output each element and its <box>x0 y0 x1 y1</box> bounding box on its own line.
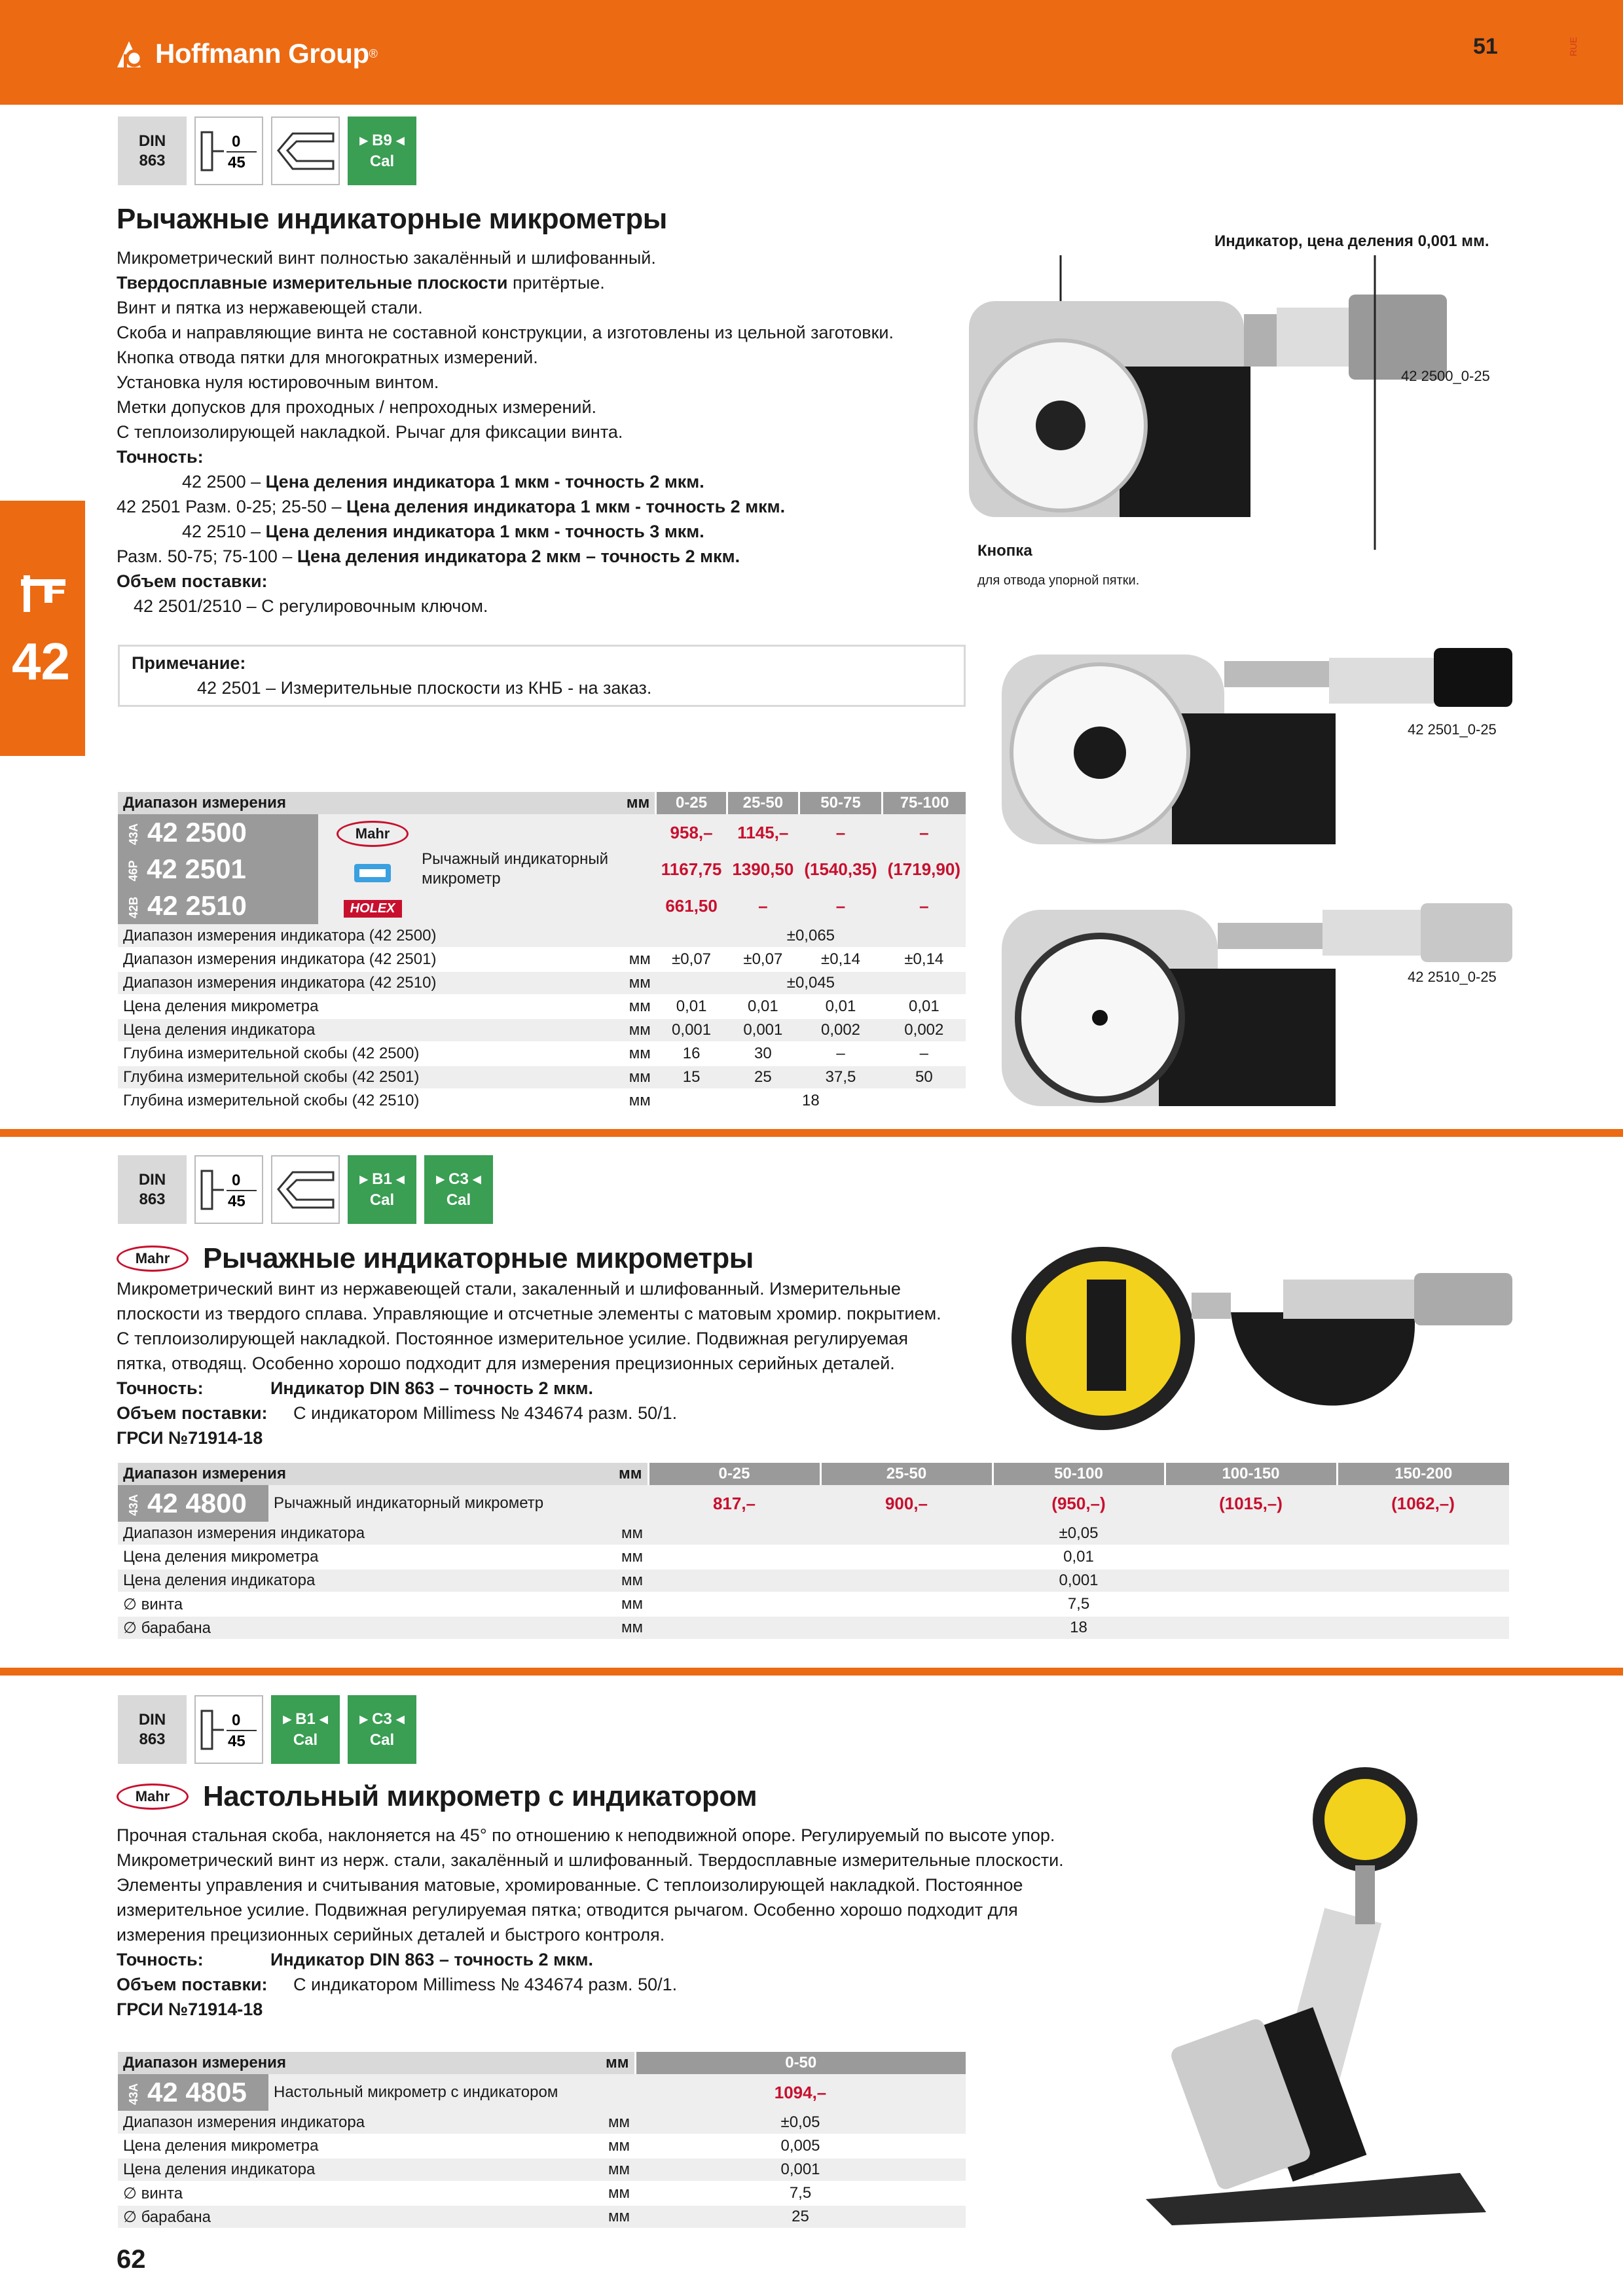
price: – <box>799 814 882 851</box>
table-row: Цена деления индикатора мм 0,001 <box>118 2158 966 2181</box>
brand-name: Hoffmann Group <box>155 38 369 69</box>
price: – <box>883 888 966 924</box>
chapter-number: 42 <box>12 632 70 691</box>
micrometer-image-42-4800 <box>1008 1240 1519 1443</box>
table-row: ∅ винта мм 7,5 <box>118 1592 1509 1616</box>
s1-description: Микрометрический винт полностью закалённый и шлифованный. Твердосплавные измерительные плоскости притёртые. Винт и пятка из нержавеющей стали. Скоба и направляющие винта не составной конструкции, а изготовлены из цельной заготовки. Кнопка отвода пятки для многократных измерений. Установка нуля юстировочным винтом. Метки допусков для проходных / непроходных измерений. С теплоизолирующей накладкой. Рычаг для фиксации винта. Точность: 42 2500 – Цена деления индикатора 1 мкм - точность 2 мкм. 42 2501 Разм. 0-25; 25-50 – Цена деления индикатора 1 мкм - точность 2 мкм. 42 2510 – Цена деления индикатора 1 мкм - точность 3 мкм. Разм. 50-75; 75-100 – Цена деления индикатора 2 мкм – точность 2 мкм. Объем поставки: 42 2501/2510 – С регулировочным ключом. <box>117 248 894 616</box>
calibration-badge: ▸ C3 ◂ Cal <box>348 1695 416 1764</box>
micrometer-image-42-2501 <box>1002 648 1532 857</box>
calibration-badge: ▸ B9 ◂ Cal <box>348 117 416 185</box>
mahr-logo: Mahr <box>337 821 409 847</box>
table-row: Глубина измерительной скобы (42 2501) мм 15 25 37,5 50 <box>118 1066 966 1089</box>
price: (1540,35) <box>799 851 882 888</box>
callout-dial: Индикатор, цена деления 0,001 мм. <box>1214 232 1489 250</box>
mahr-logo: Mahr <box>117 1246 189 1272</box>
price: 900,– <box>820 1485 993 1522</box>
price: 1145,– <box>727 814 799 851</box>
range-header: Диапазон измерения <box>118 792 619 814</box>
callout-button-sub: для отвода упорной пятки. <box>977 573 1140 588</box>
frame-shape-icon <box>271 117 340 185</box>
s2-title-row <box>117 1242 754 1275</box>
section-divider <box>0 1668 1623 1676</box>
s1-note: Примечание: 42 2501 – Измерительные плоскости из КНБ - на заказ. <box>118 645 966 707</box>
img-code-1: 42 2500_0-25 <box>1401 368 1490 384</box>
svg-text:0: 0 <box>232 133 241 151</box>
table-row: Диапазон измерения индикатора (42 2510) мм ±0,045 <box>118 971 966 995</box>
img-code-3: 42 2510_0-25 <box>1408 969 1497 985</box>
price: (1062,–) <box>1337 1485 1509 1522</box>
page-number: 51 <box>1473 34 1498 59</box>
price: (1719,90) <box>883 851 966 888</box>
calibration-badge: ▸ C3 ◂ Cal <box>424 1155 493 1224</box>
din-badge: DIN 863 <box>118 1155 187 1224</box>
table-row: Цена деления индикатора мм 0,001 <box>118 1569 1509 1592</box>
table-row: Цена деления микрометра мм 0,01 0,01 0,01 0,01 <box>118 995 966 1018</box>
s2-spec-table: Диапазон измерения мм 0-25 25-50 50-100 100-150 150-200 43A 42 4800 Рычажный индикаторный микрометр 817,– 900,– (950,–) (1015,–) (1062,–) Диапазон измерения индикатора мм ±0,05 Цена деления микрометра мм 0,01 Цена деления индикатора мм 0,001 ∅ винта мм 7,5 ∅ барабана мм 18 <box>118 1463 1509 1640</box>
callout-button: Кнопка <box>977 542 1032 560</box>
price: – <box>883 814 966 851</box>
svg-text:45: 45 <box>228 154 246 171</box>
measuring-range-icon <box>194 117 263 185</box>
micrometer-image-42-2500 <box>962 255 1460 576</box>
price: (950,–) <box>993 1485 1165 1522</box>
price: 1390,50 <box>727 851 799 888</box>
price: (1015,–) <box>1165 1485 1337 1522</box>
s1-spec-table: Диапазон измерения мм 0-25 25-50 50-75 75-100 43A 42 2500 Mahr HOLEX Рычажный индикаторный микрометр 958,– 1145,– – – 46P 42 2501 1167,75 1390,50 (1540,35) (1719,90) 42B 42 2510 661,50 – – – Диапазон измерения индикатора (42 2500) ±0,065 Диапазон измерения индикатора (42 2501) мм ±0,07 ±0,07 ±0,14 ±0,14 Диапазон измерения индикатора (42 2510) мм ±0,045 Цена деления микрометра мм 0,01 0,01 0,01 0,01 Цена деления индикатора мм 0,001 0,001 0,002 0,002 Глубина измерительной скобы (42 2500) мм 16 30 – – Глубина измерительной скобы (42 2501) мм 15 25 37,5 50 Глубина измерительной скобы (42 2510) мм 18 <box>118 792 966 1113</box>
svg-text:0: 0 <box>232 1712 241 1729</box>
s3-spec-table: Диапазон измерения мм 0-50 43A 42 4805 Настольный микрометр с индикатором 1094,– Диапазон измерения индикатора мм ±0,05 Цена деления микрометра мм 0,005 Цена деления индикатора мм 0,001 ∅ винта мм 7,5 ∅ барабана мм 25 <box>118 2052 966 2229</box>
table-row: Цена деления микрометра мм 0,01 <box>118 1545 1509 1569</box>
mahr-logo: Mahr <box>117 1784 189 1810</box>
price: 1167,75 <box>656 851 727 888</box>
calibration-badge: ▸ B1 ◂ Cal <box>348 1155 416 1224</box>
measuring-range-icon <box>194 1155 263 1224</box>
price: 1094,– <box>635 2074 966 2111</box>
table-row[interactable]: 43A 42 4805 Настольный микрометр с индикатором 1094,– <box>118 2074 966 2111</box>
range-header: Диапазон измерения <box>118 1463 609 1485</box>
bench-micrometer-image-42-4805 <box>1093 1767 1512 2225</box>
table-row: Цена деления микрометра мм 0,005 <box>118 2134 966 2158</box>
holex-logo: HOLEX <box>344 900 402 918</box>
table-row[interactable]: 42B 42 2510 661,50 – – – <box>118 888 966 924</box>
img-code-2: 42 2501_0-25 <box>1408 721 1497 738</box>
s1-title: Рычажные индикаторные микрометры <box>117 203 667 235</box>
table-row: Диапазон измерения индикатора мм ±0,05 <box>118 2111 966 2134</box>
svg-text:0: 0 <box>232 1172 241 1189</box>
s3-description: Прочная стальная скоба, наклоняется на 45° по отношению к неподвижной опоре. Регулируемый по высоте упор. Микрометрический винт из нерж. стали, закалённый и шлифованный. Твердосплавные измерительные плоскости. Элементы управления и считывания матовые, хромированные. С теплоизолирующей накладкой. Постоянное измерительное усилие. Подвижная регулируемая пятка; отводится рычагом. Особенно хорошо подходит для измерения прецизионных серийных деталей и быстрого контроля. Точность: Индикатор DIN 863 – точность 2 мкм. Объем поставки: С индикатором Millimess № 434674 разм. 50/1. ГРСИ №71914-18 <box>117 1825 1064 2019</box>
product-desc: Рычажный индикаторный микрометр <box>268 1485 609 1522</box>
price: – <box>799 888 882 924</box>
table-row: Диапазон измерения индикатора мм ±0,05 <box>118 1522 1509 1545</box>
product-desc: Настольный микрометр с индикатором <box>268 2074 596 2111</box>
table-row: Диапазон измерения индикатора (42 2501) мм ±0,07 ±0,07 ±0,14 ±0,14 <box>118 948 966 971</box>
language-code: RUE <box>1568 37 1578 56</box>
price: 661,50 <box>656 888 727 924</box>
micrometer-image-42-2510 <box>1002 897 1525 1113</box>
section-divider <box>0 1129 1623 1137</box>
calibration-badge: ▸ B1 ◂ Cal <box>271 1695 340 1764</box>
s2-badges <box>118 1155 493 1224</box>
brand-logo-icon <box>353 860 392 886</box>
table-row[interactable]: 43A 42 4800 Рычажный индикаторный микрометр 817,– 900,– (950,–) (1015,–) (1062,–) <box>118 1485 1509 1522</box>
footer-page-number: 62 <box>117 2245 146 2274</box>
price: – <box>727 888 799 924</box>
table-row: ∅ винта мм 7,5 <box>118 2181 966 2205</box>
s3-title: Настольный микрометр с индикатором <box>203 1780 757 1812</box>
table-row: Цена деления индикатора мм 0,001 0,001 0,002 0,002 <box>118 1018 966 1042</box>
svg-text:45: 45 <box>228 1193 246 1210</box>
table-row: ∅ барабана мм 18 <box>118 1616 1509 1640</box>
table-row: Глубина измерительной скобы (42 2500) мм 16 30 – – <box>118 1042 966 1066</box>
table-row: Глубина измерительной скобы (42 2510) мм 18 <box>118 1089 966 1113</box>
chapter-tab[interactable] <box>0 501 85 756</box>
din-badge: DIN 863 <box>118 117 187 185</box>
s3-title-row <box>117 1780 757 1813</box>
frame-shape-icon <box>271 1155 340 1224</box>
din-badge: DIN 863 <box>118 1695 187 1764</box>
svg-text:45: 45 <box>228 1732 246 1750</box>
price: 958,– <box>656 814 727 851</box>
table-row[interactable]: 43A 42 2500 Mahr HOLEX Рычажный индикаторный микрометр 958,– 1145,– – – <box>118 814 966 851</box>
table-row: ∅ барабана мм 25 <box>118 2205 966 2229</box>
table-row: Диапазон измерения индикатора (42 2500) ±0,065 <box>118 924 966 948</box>
caliper-icon <box>18 573 68 619</box>
brand-logo[interactable]: Hoffmann Group ® <box>115 34 378 73</box>
hoffmann-logo-icon <box>115 37 147 70</box>
range-header: Диапазон измерения <box>118 2052 596 2074</box>
measuring-range-icon <box>194 1695 263 1764</box>
product-desc: Рычажный индикаторный микрометр <box>422 850 609 888</box>
s1-badges <box>118 117 416 185</box>
s2-description: Микрометрический винт из нержавеющей стали, закаленный и шлифованный. Измерительные плоскости из твердого сплава. Управляющие и отсчетные элементы с матовым хромир. покрытием. С теплоизолирующей накладкой. Постоянное измерительное усилие. Подвижная регулируемая пятка, отводящ. Особенно хорошо подходит для измерения прецизионных серийных деталей. Точность: Индикатор DIN 863 – точность 2 мкм. Объем поставки: С индикатором Millimess № 434674 разм. 50/1. ГРСИ №71914-18 <box>117 1279 941 1448</box>
s2-title: Рычажные индикаторные микрометры <box>203 1242 754 1274</box>
s3-badges <box>118 1695 416 1764</box>
price: 817,– <box>648 1485 820 1522</box>
table-row[interactable]: 46P 42 2501 1167,75 1390,50 (1540,35) (1719,90) <box>118 851 966 888</box>
